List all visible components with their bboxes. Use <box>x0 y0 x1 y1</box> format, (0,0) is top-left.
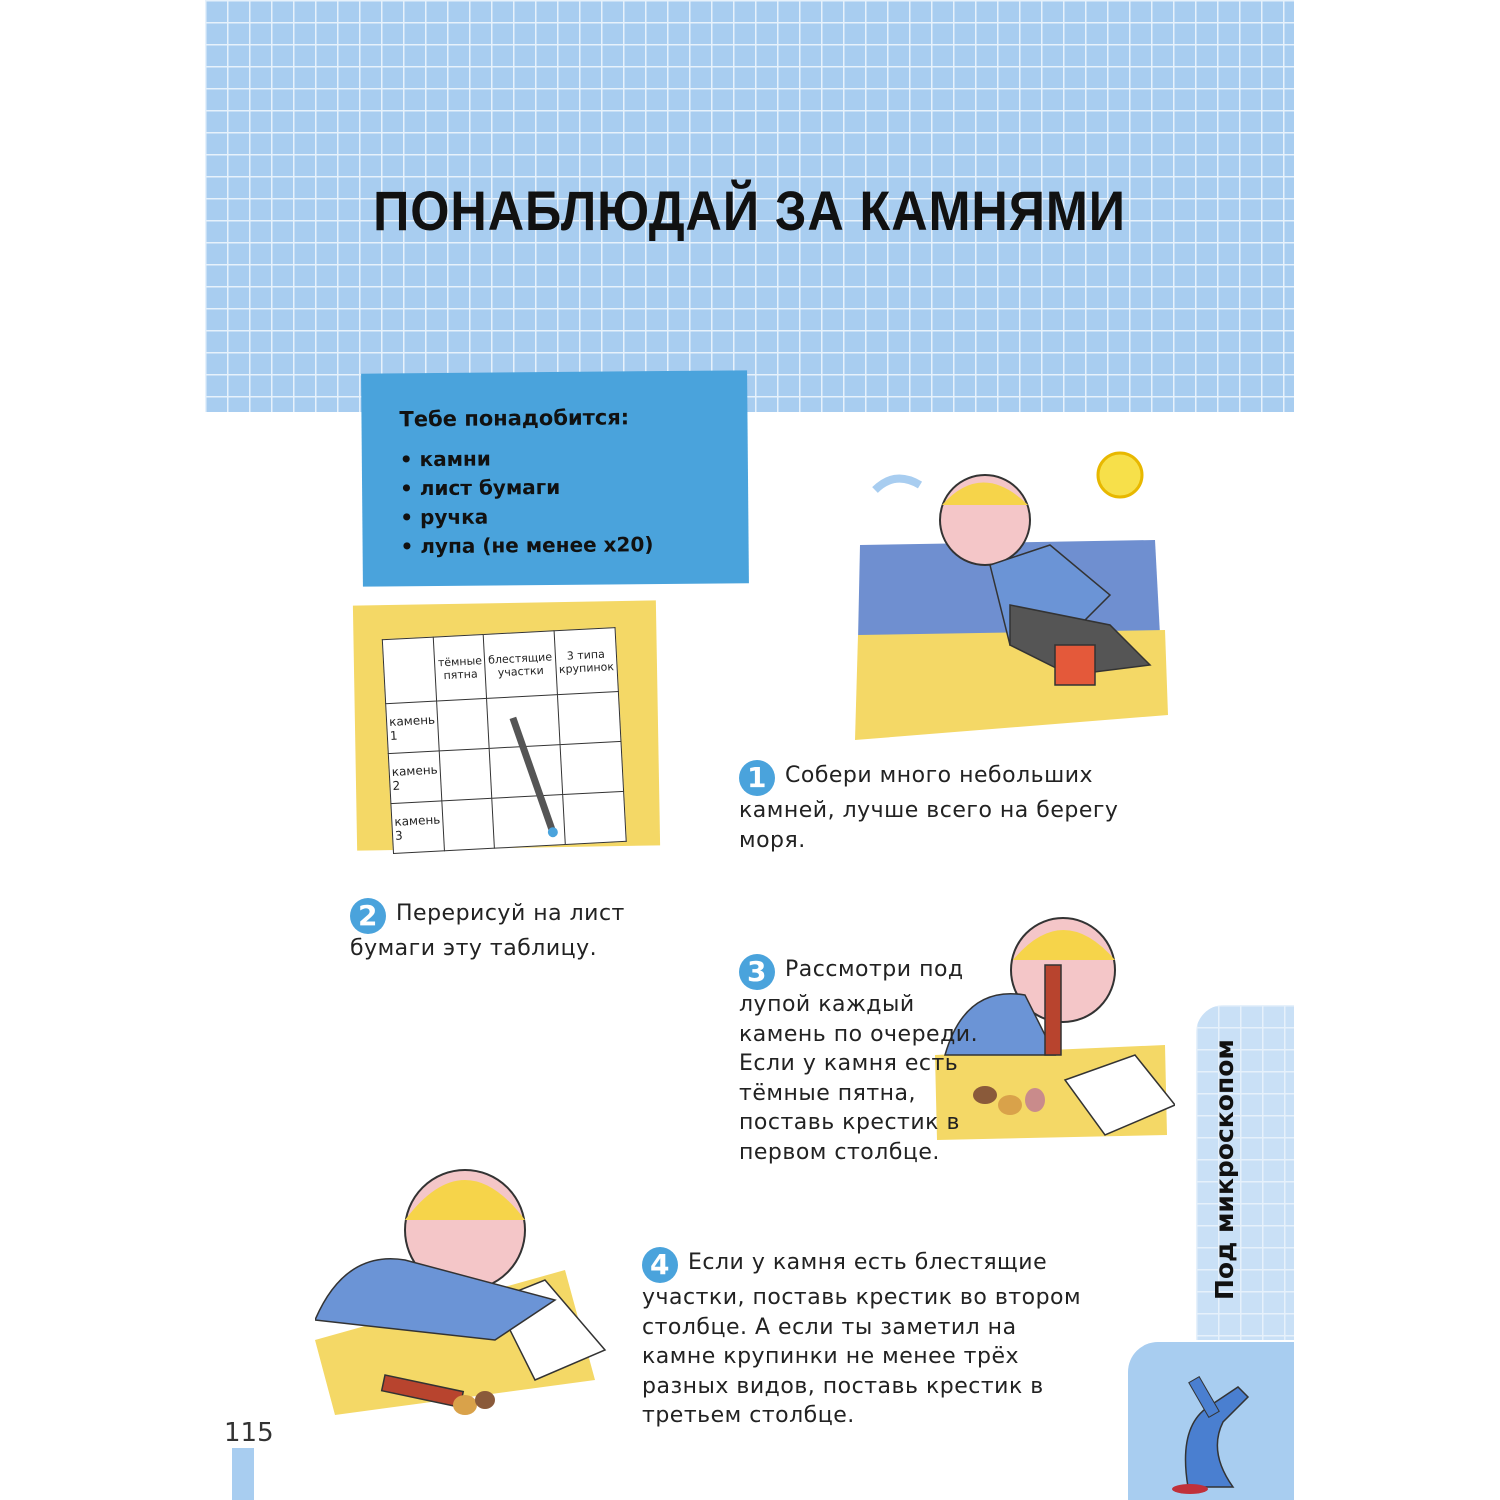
beach-boy-illustration <box>850 435 1170 745</box>
step-number-badge: 4 <box>642 1247 678 1283</box>
step-text: Если у камня есть блестящие участки, поставь крестик во втором столбце. А если ты заметил на камне крупинки не менее трёх разных видов, поставь крестик в третьем столбце. <box>642 1250 1082 1428</box>
step-number-badge: 2 <box>350 898 386 934</box>
material-item: • ручка <box>400 504 489 530</box>
table-header: 3 типа крупинок <box>554 628 618 695</box>
material-item: • камни <box>399 446 491 472</box>
step-text: Собери много небольших камней, лучше всего на берегу моря. <box>739 763 1119 853</box>
pencil-icon <box>505 712 567 843</box>
header-grid-banner <box>205 0 1294 412</box>
microscope-icon <box>1158 1357 1268 1497</box>
page-number: 115 <box>224 1418 274 1448</box>
step-2 <box>350 898 650 964</box>
material-item: • лист бумаги <box>399 474 561 501</box>
materials-heading: Тебе понадобится: <box>399 405 630 432</box>
step-4 <box>642 1247 1082 1431</box>
step-1 <box>739 760 1129 855</box>
table-header <box>382 637 437 704</box>
page-marker <box>232 1448 254 1500</box>
table-illustration <box>353 600 660 850</box>
chapter-tab-label: Под микроскопом <box>1210 1039 1239 1300</box>
materials-box <box>361 370 749 586</box>
step-number-badge: 3 <box>739 954 775 990</box>
table-row-label: камень 1 <box>386 701 440 754</box>
table-row-label: камень 2 <box>388 751 442 804</box>
step-number-badge: 1 <box>739 760 775 796</box>
table-header: тёмные пятна <box>434 634 487 701</box>
table-row-label: камень 3 <box>391 801 445 854</box>
page-title: ПОНАБЛЮДАЙ ЗА КАМНЯМИ <box>373 179 1126 242</box>
boy-writing-illustration <box>315 1150 615 1425</box>
material-item: • лупа (не менее x20) <box>400 532 654 559</box>
step-text: Рассмотри под лупой каждый камень по очереди. Если у камня есть тёмные пятна, поставь крестик в первом столбце. <box>739 957 979 1165</box>
step-3 <box>739 954 979 1167</box>
step-text: Перерисуй на лист бумаги эту таблицу. <box>350 901 625 961</box>
chapter-corner <box>1128 1342 1294 1500</box>
table-header: блестящие участки <box>484 631 558 699</box>
